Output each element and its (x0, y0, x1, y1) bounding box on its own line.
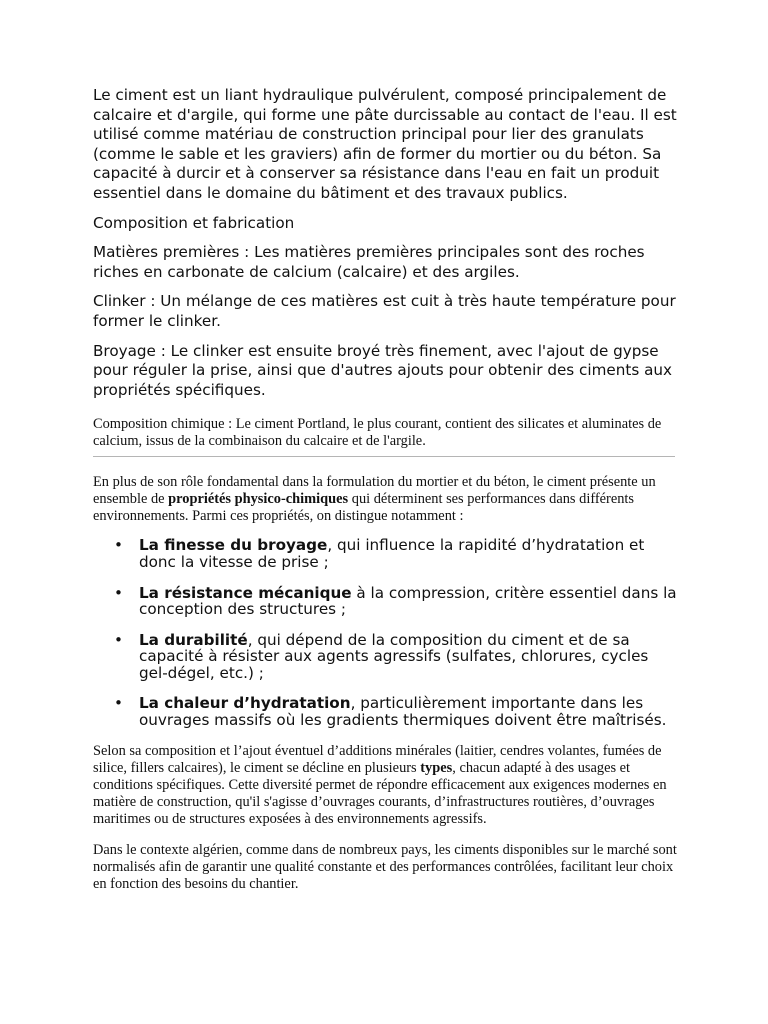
list-item (93, 537, 678, 570)
algeria-paragraph: Dans le contexte algérien, comme dans de nombreux pays, les ciments disponibles sur le marché sont normalisés afin de garantir une qualité constante et des performances contrôlées, facilitant leur choix en fonction des besoins du chantier. (93, 841, 677, 892)
horizontal-divider (93, 456, 675, 457)
intro-paragraph: Le ciment est un liant hydraulique pulvérulent, composé principalement de calcaire et d'argile, qui forme une pâte durcissable au contact de l'eau. Il est utilisé comme matériau de construction principal pour lier des granulats (comme le sable et les graviers) afin de former du mortier ou du béton. Sa capacité à durcir et à conserver sa résistance dans l'eau en fait un produit essentiel dans le domaine du bâtiment et des travaux publics. (93, 86, 677, 202)
list-item (93, 632, 678, 682)
list-item (93, 695, 678, 728)
types-text: Selon sa composition et l’ajout éventuel d’additions minérales (laitier, cendres volantes, fumées de silice, fillers calcaires), le ciment se décline en plusieurs (93, 742, 662, 776)
types-text-end: , chacun adapté à des usages et conditions spécifiques. Cette diversité permet de répondre efficacement aux exigences modernes en matière de construction, qu'il s'agisse d’ouvrages courants, d’infrastructures routières, d’ouvrages maritimes ou de structures exposées à des environnements agressifs. (93, 759, 667, 827)
bullet-marker: • (114, 536, 123, 555)
raw-materials-paragraph: Matières premières : Les matières premières principales sont des roches riches en carbonate de calcium (calcaire) et des argiles. (93, 243, 645, 281)
properties-list (93, 537, 678, 728)
property-term: La chaleur d’hydratation (139, 694, 351, 713)
bullet-marker: • (114, 630, 123, 649)
property-description: , qui influence la rapidité d’hydratation et donc la vitesse de prise ; (139, 536, 645, 571)
bullet-marker: • (114, 694, 123, 713)
property-term: La résistance mécanique (139, 583, 352, 602)
list-item (93, 585, 678, 618)
section-heading: Composition et fabrication (93, 213, 295, 232)
properties-intro-text-end: qui déterminent ses performances dans différents environnements. Parmi ces propriétés, on distingue notamment : (93, 491, 635, 525)
bullet-marker: • (114, 583, 123, 602)
clinker-paragraph: Clinker : Un mélange de ces matières est cuit à très haute température pour former le clinker. (93, 292, 676, 330)
types-bold: types (420, 759, 453, 776)
property-description: , qui dépend de la composition du ciment et de sa capacité à résister aux agents agressifs (sulfates, chlorures, cycles gel-dégel, etc.) ; (139, 630, 649, 682)
document-body (93, 86, 678, 893)
property-description: , particulièrement importante dans les ouvrages massifs où les gradients thermiques doivent être maîtrisés. (139, 694, 667, 730)
chemical-composition-paragraph: Composition chimique : Le ciment Portland, le plus courant, contient des silicates et aluminates de calcium, issus de la combinaison du calcaire et de l'argile. (93, 416, 662, 450)
grinding-paragraph: Broyage : Le clinker est ensuite broyé très finement, avec l'ajout de gypse pour réguler la prise, ainsi que d'autres ajouts pour obtenir des ciments aux propriétés spécifiques. (93, 341, 672, 399)
properties-intro-text: En plus de son rôle fondamental dans la formulation du mortier et du béton, le ciment présente un ensemble de (93, 474, 656, 508)
properties-intro-bold: propriétés physico-chimiques (168, 491, 349, 508)
property-term: La durabilité (139, 630, 248, 649)
property-term: La finesse du broyage (139, 536, 328, 555)
properties-intro-paragraph (93, 474, 678, 525)
types-paragraph (93, 743, 678, 828)
property-description: à la compression, critère essentiel dans la conception des structures ; (139, 583, 677, 619)
